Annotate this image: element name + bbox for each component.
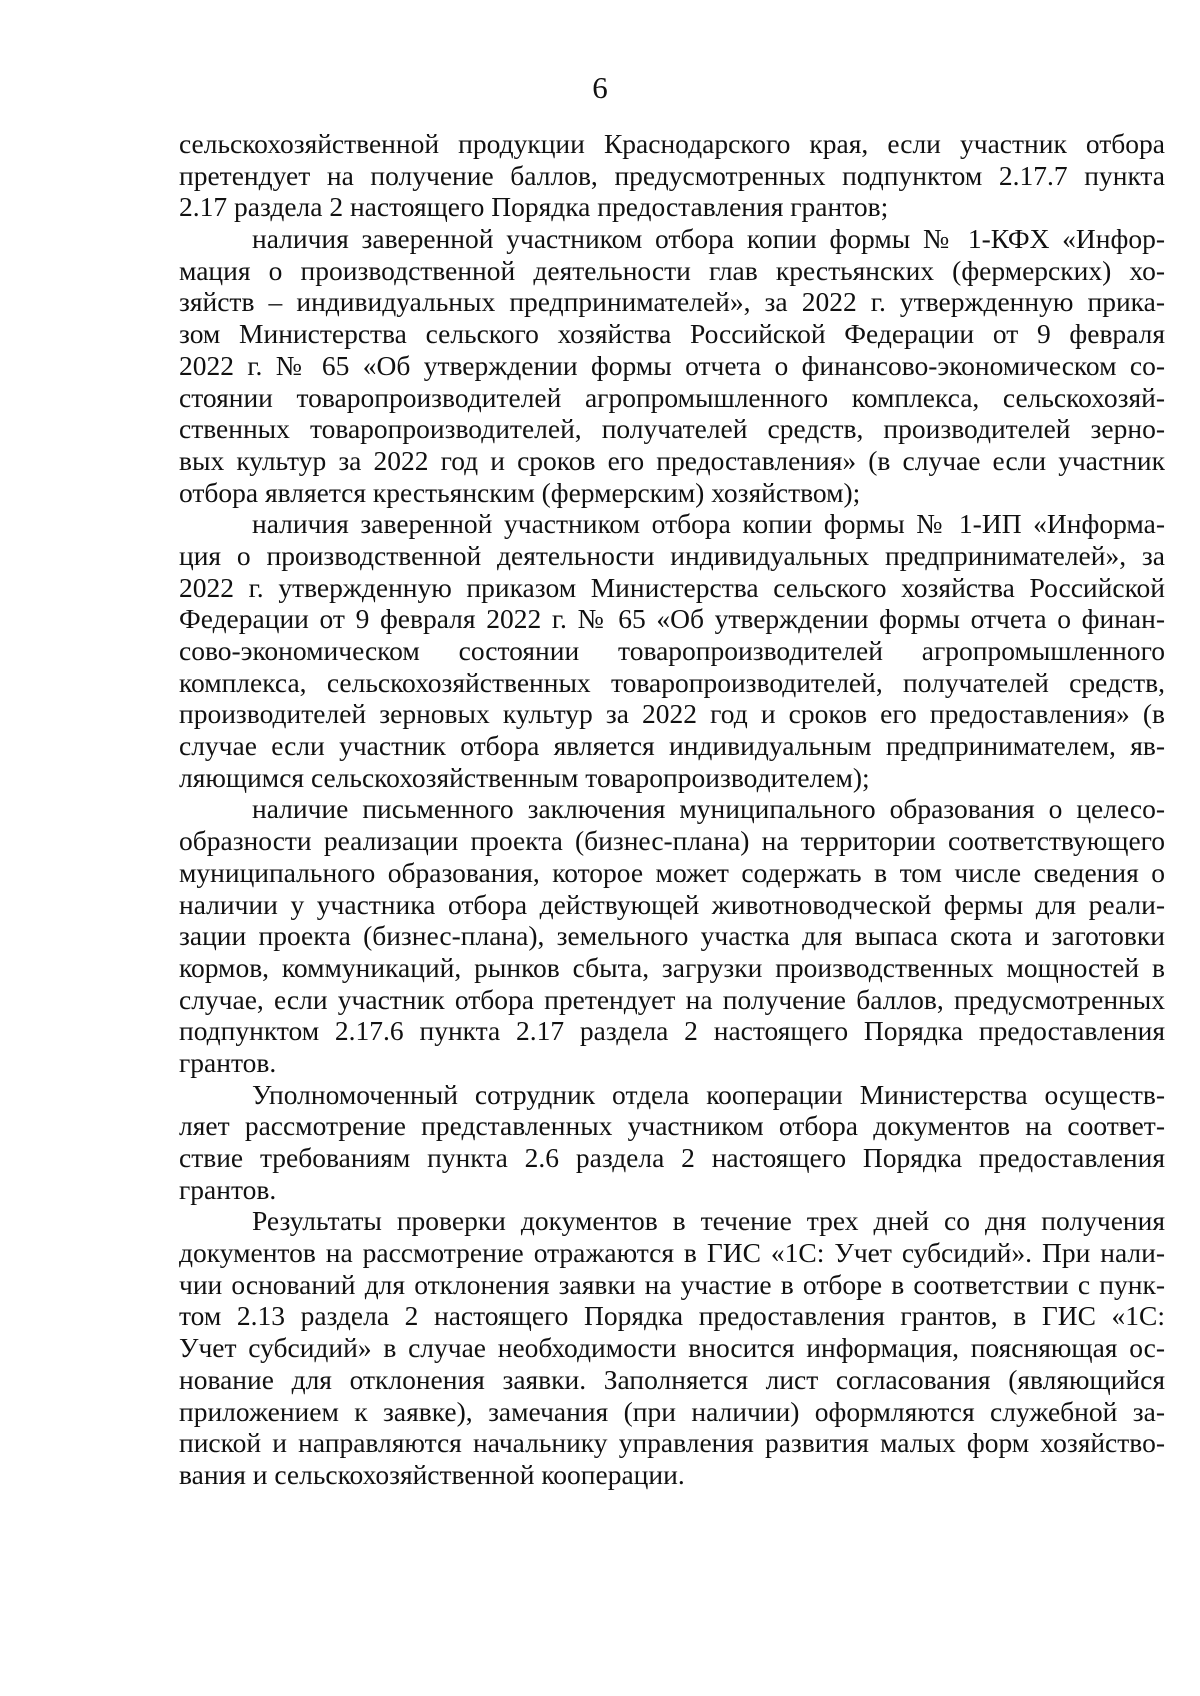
text-line: ляющимся сельскохозяйственным товаропроизводителем); bbox=[179, 761, 870, 793]
text-line: ствие требованиям пункта 2.6 раздела 2 настоящего Порядка предоставления bbox=[179, 1142, 1165, 1173]
text-line: пиской и направляются начальнику управления развития малых форм хозяйство- bbox=[179, 1427, 1165, 1459]
text-line: чии оснований для отклонения заявки на участие в отборе в соответствии с пунк- bbox=[179, 1268, 1165, 1300]
text-line: претендует на получение баллов, предусмотренных подпунктом 2.17.7 пункта bbox=[179, 159, 1165, 191]
text-line: зации проекта (бизнес-плана), земельного участка для выпаса скота и заготовки bbox=[179, 920, 1165, 952]
text-line: 2.17 раздела 2 настоящего Порядка предоставления грантов; bbox=[179, 191, 889, 223]
text-line: отбора является крестьянским (фермерским) хозяйством); bbox=[179, 476, 861, 508]
text-line: наличии у участника отбора действующей животноводческой фермы для реали- bbox=[179, 888, 1165, 920]
text-line: кормов, коммуникаций, рынков сбыта, загрузки производственных мощностей в bbox=[179, 951, 1165, 983]
text-line: производителей зерновых культур за 2022 год и сроков его предоставления» (в bbox=[179, 698, 1165, 730]
text-line: зом Министерства сельского хозяйства Российской Федерации от 9 февраля bbox=[179, 318, 1165, 350]
text-line: 2022 г. утвержденную приказом Министерства сельского хозяйства Российской bbox=[179, 571, 1165, 603]
text-line: грантов. bbox=[179, 1046, 277, 1078]
paragraph-first-line: Результаты проверки документов в течение трех дней со дня получения bbox=[252, 1205, 1165, 1237]
text-line: нование для отклонения заявки. Заполняется лист согласования (являющийся bbox=[179, 1363, 1165, 1395]
text-line: зяйств – индивидуальных предпринимателей», за 2022 г. утвержденную прика- bbox=[179, 286, 1165, 318]
text-line: приложением к заявке), замечания (при наличии) оформляются служебной за- bbox=[179, 1395, 1165, 1427]
text-line: случае если участник отбора является индивидуальным предпринимателем, яв- bbox=[179, 730, 1165, 762]
text-line: комплекса, сельскохозяйственных товаропроизводителей, получателей средств, bbox=[179, 666, 1165, 698]
page-number: 6 bbox=[592, 70, 608, 105]
text-line: 2022 г. № 65 «Об утверждении формы отчета о финансово-экономическом со- bbox=[179, 349, 1165, 381]
text-line: грантов. bbox=[179, 1173, 277, 1205]
text-line: ляет рассмотрение представленных участником отбора документов на соответ- bbox=[179, 1110, 1165, 1142]
text-line: документов на рассмотрение отражаются в ГИС «1С: Учет субсидий». При нали- bbox=[179, 1237, 1165, 1269]
text-line: Федерации от 9 февраля 2022 г. № 65 «Об утверждении формы отчета о финан- bbox=[179, 603, 1165, 635]
paragraph-first-line: наличие письменного заключения муниципального образования о целесо- bbox=[252, 793, 1165, 825]
text-line: Учет субсидий» в случае необходимости вносится информация, поясняющая ос- bbox=[179, 1332, 1165, 1364]
text-line: вания и сельскохозяйственной кооперации. bbox=[179, 1458, 685, 1490]
text-line: ция о производственной деятельности индивидуальных предпринимателей», за bbox=[179, 539, 1165, 571]
text-line: подпунктом 2.17.6 пункта 2.17 раздела 2 настоящего Порядка предоставления bbox=[179, 1015, 1165, 1047]
paragraph-first-line: наличия заверенной участником отбора копии формы № 1-ИП «Информа- bbox=[252, 508, 1165, 540]
text-line: сельскохозяйственной продукции Краснодарского края, если участник отбора bbox=[179, 128, 1165, 159]
text-line: стоянии товаропроизводителей агропромышленного комплекса, сельскохозяй- bbox=[179, 381, 1165, 413]
text-line: образности реализации проекта (бизнес-плана) на территории соответствующего bbox=[179, 825, 1165, 857]
text-line: вых культур за 2022 год и сроков его предоставления» (в случае если участник bbox=[179, 444, 1165, 476]
text-line: мация о производственной деятельности глав крестьянских (фермерских) хо- bbox=[179, 254, 1165, 286]
document-body bbox=[179, 128, 1165, 1491]
text-line: том 2.13 раздела 2 настоящего Порядка предоставления грантов, в ГИС «1С: bbox=[179, 1300, 1165, 1332]
paragraph-first-line: Уполномоченный сотрудник отдела кооперации Министерства осуществ- bbox=[252, 1078, 1165, 1110]
paragraph-first-line: наличия заверенной участником отбора копии формы № 1-КФХ «Инфор- bbox=[252, 223, 1165, 255]
text-line: муниципального образования, которое может содержать в том числе сведения о bbox=[179, 856, 1165, 888]
text-line: сово-экономическом состоянии товаропроизводителей агропромышленного bbox=[179, 635, 1165, 666]
text-line: случае, если участник отбора претендует на получение баллов, предусмотренных bbox=[179, 983, 1165, 1015]
text-line: ственных товаропроизводителей, получателей средств, производителей зерно- bbox=[179, 413, 1165, 445]
